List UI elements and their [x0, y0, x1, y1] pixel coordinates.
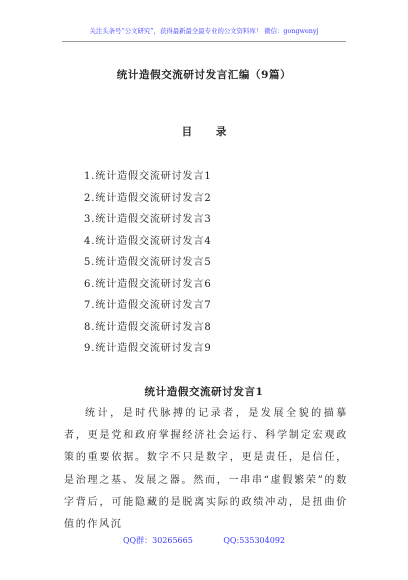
header-divider — [62, 41, 346, 42]
toc-heading: 目 录 — [181, 126, 237, 138]
toc-item[interactable]: 7.统计造假交流研讨发言7 — [84, 300, 212, 311]
footer-qq-group: QQ群：30265665 — [122, 536, 193, 545]
toc-item[interactable]: 8.统计造假交流研讨发言8 — [84, 321, 212, 333]
toc-item[interactable]: 2.统计造假交流研讨发言2 — [84, 192, 212, 204]
footer-contact — [0, 535, 408, 546]
header-banner: 关注头条号“公文研究”，获得最新最全最专业的公文资料库！ 微信：gongwenyj — [89, 27, 319, 35]
document-title: 统计造假交流研讨发言汇编（9篇） — [116, 69, 292, 81]
toc-item[interactable]: 6.统计造假交流研讨发言6 — [84, 278, 212, 290]
toc-item[interactable]: 3.统计造假交流研讨发言3 — [84, 214, 212, 225]
section-heading: 统计造假交流研讨发言1 — [144, 386, 264, 398]
toc-item[interactable]: 4.统计造假交流研讨发言4 — [84, 235, 212, 247]
table-of-contents — [84, 170, 212, 364]
toc-item[interactable]: 9.统计造假交流研讨发言9 — [84, 343, 212, 354]
footer-qq: QQ:535304092 — [223, 536, 285, 545]
toc-item[interactable]: 5.统计造假交流研讨发言5 — [84, 257, 212, 268]
body-paragraph: 统计，是时代脉搏的记录者，是发展全貌的描摹者，更是党和政府掌握经济社会运行、科学制定宏观政策的重要依据。数字不只是数字，更是责任，是信任，是治理之基、发展之器。然而，一串串“虚假繁荣”的数字背后，可能隐藏的是脱离实际的政绩冲动，是扭曲价值的作风沉 — [64, 408, 348, 531]
toc-item[interactable]: 1.统计造假交流研讨发言1 — [84, 171, 212, 182]
